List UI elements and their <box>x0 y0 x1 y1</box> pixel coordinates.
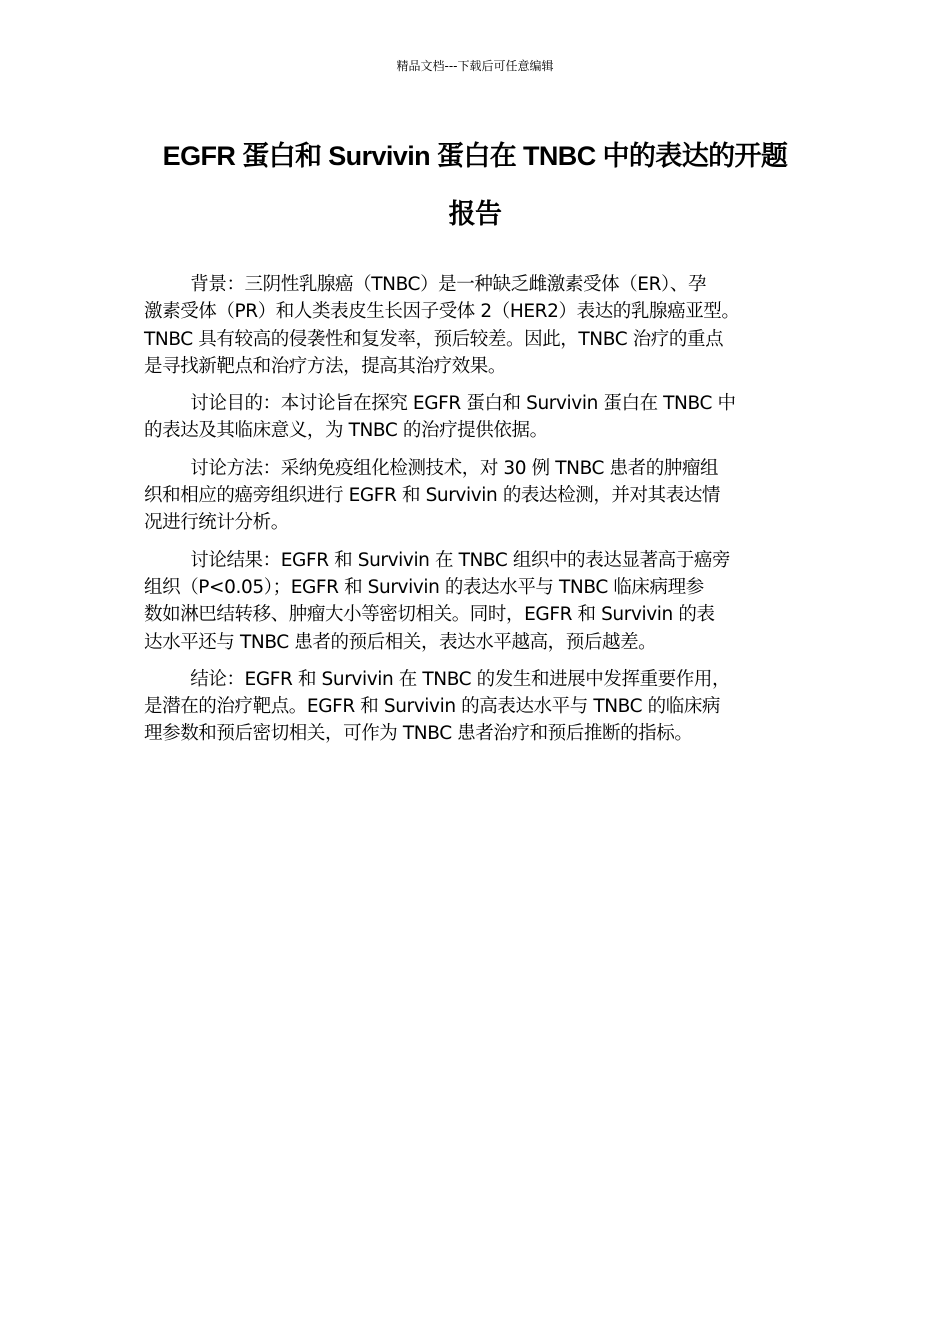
text-line: 讨论结果：EGFR 和 Survivin 在 TNBC 组织中的表达显著高于癌旁 <box>190 549 731 571</box>
page-header-note: 精品文档---下载后可任意编辑 <box>396 59 554 73</box>
document-title-line-1: EGFR 蛋白和 Survivin 蛋白在 TNBC 中的表达的开题 <box>162 141 788 171</box>
text-line: 组织（P<0.05）；EGFR 和 Survivin 的表达水平与 TNBC 临床病理参 <box>144 576 704 598</box>
text-line: 是潜在的治疗靶点。EGFR 和 Survivin 的高表达水平与 TNBC 的临床病 <box>144 696 721 718</box>
paragraph-background <box>144 271 812 380</box>
paragraph-purpose <box>144 390 812 445</box>
text-line: 织和相应的癌旁组织进行 EGFR 和 Survivin 的表达检测，并对其表达情 <box>144 485 721 507</box>
text-line: 理参数和预后密切相关，可作为 TNBC 患者治疗和预后推断的指标。 <box>144 723 693 745</box>
paragraph-conclusion <box>144 666 812 748</box>
text-line: 结论：EGFR 和 Survivin 在 TNBC 的发生和进展中发挥重要作用， <box>190 668 731 690</box>
text-line: 激素受体（PR）和人类表皮生长因子受体 2（HER2）表达的乳腺癌亚型。 <box>144 301 740 323</box>
paragraph-results <box>144 547 812 656</box>
text-line: 数如淋巴结转移、肿瘤大小等密切相关。同时，EGFR 和 Survivin 的表 <box>144 604 715 626</box>
text-line: 背景：三阴性乳腺癌（TNBC）是一种缺乏雌激素受体（ER）、孕 <box>190 274 707 295</box>
text-line: 况进行统计分析。 <box>144 512 289 534</box>
paragraph-methods <box>144 455 812 537</box>
document-title-line-2: 报告 <box>448 199 502 229</box>
text-line: TNBC 具有较高的侵袭性和复发率，预后较差。因此，TNBC 治疗的重点 <box>144 328 724 350</box>
document-body <box>144 271 812 758</box>
text-line: 是寻找新靶点和治疗方法，提高其治疗效果。 <box>144 355 507 377</box>
text-line: 达水平还与 TNBC 患者的预后相关，表达水平越高，预后越差。 <box>144 631 657 653</box>
text-line: 讨论目的：本讨论旨在探究 EGFR 蛋白和 Survivin 蛋白在 TNBC 中 <box>190 393 736 415</box>
text-line: 的表达及其临床意义，为 TNBC 的治疗提供依据。 <box>144 420 548 442</box>
text-line: 讨论方法：采纳免疫组化检测技术，对 30 例 TNBC 患者的肿瘤组 <box>190 457 719 479</box>
